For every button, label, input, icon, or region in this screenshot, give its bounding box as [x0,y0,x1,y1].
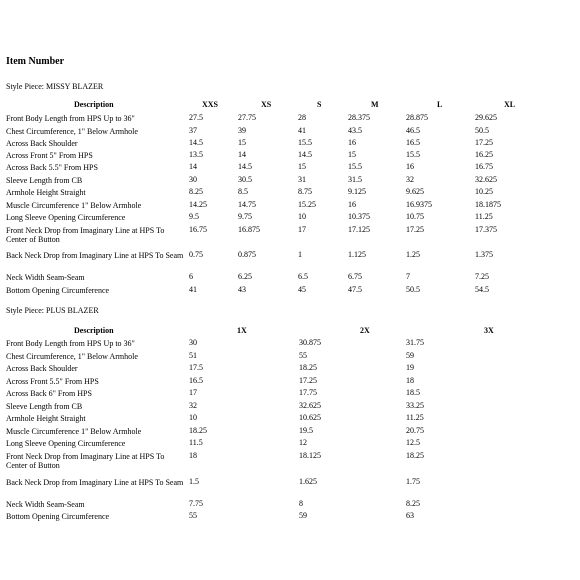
missy-row-value: 32.625 [475,175,497,184]
plus-row-value: 55 [299,351,307,360]
plus-row-value: 32.625 [299,401,321,410]
missy-row-description: Chest Circumference, 1" Below Armhole [6,127,138,136]
missy-row-value: 16.75 [189,225,207,234]
missy-header-description: Description [74,100,114,109]
missy-row-value: 17.25 [475,138,493,147]
missy-row-value: 15 [298,162,306,171]
missy-row-value: 7 [406,272,410,281]
plus-row-value: 8 [299,499,303,508]
plus-row-value: 18.25 [189,426,207,435]
missy-style-label: Style Piece: MISSY BLAZER [6,82,104,91]
missy-row-value: 45 [298,285,306,294]
missy-row-value: 14.5 [298,150,312,159]
missy-row-value: 41 [189,285,197,294]
plus-row-description: Neck Width Seam-Seam [6,500,85,509]
plus-row-description: Across Back 6" From HPS [6,389,92,398]
missy-row-description: Front Neck Drop from Imaginary Line at HPS To Center of Button [6,226,165,244]
missy-row-value: 14.5 [238,162,252,171]
missy-header-size: M [371,100,379,109]
plus-row-value: 18 [189,451,197,460]
plus-header-size: 3X [484,326,494,335]
plus-header-description: Description [74,326,114,335]
plus-row-description: Bottom Opening Circumference [6,512,110,521]
missy-row-value: 30.5 [238,175,252,184]
missy-row-value: 0.875 [238,250,256,259]
missy-row-value: 54.5 [475,285,489,294]
missy-row-value: 15.5 [406,150,420,159]
plus-row-value: 31.75 [406,338,424,347]
missy-row-description: Back Neck Drop from Imaginary Line at HPS To Seam [6,251,184,260]
missy-row-value: 16 [406,162,414,171]
missy-row-value: 6.25 [238,272,252,281]
missy-row-value: 16.9375 [406,200,432,209]
missy-row-description: Across Back Shoulder [6,139,78,148]
plus-row-value: 17.25 [299,376,317,385]
missy-row-value: 8.75 [298,187,312,196]
missy-row-value: 50.5 [406,285,420,294]
missy-row-description: Muscle Circumference 1" Below Armhole [6,201,142,210]
plus-row-value: 18.125 [299,451,321,460]
missy-row-value: 14.5 [189,138,203,147]
missy-row-value: 15.25 [298,200,316,209]
plus-row-value: 32 [189,401,197,410]
missy-header-size: XL [504,100,516,109]
missy-row-value: 14 [189,162,197,171]
item-number-heading: Item Number [6,56,65,67]
missy-row-value: 15 [238,138,246,147]
plus-row-value: 30.875 [299,338,321,347]
missy-row-value: 17 [298,225,306,234]
missy-row-description: Across Back 5.5" From HPS [6,163,98,172]
plus-row-value: 10 [189,413,197,422]
missy-row-value: 1.125 [348,250,366,259]
plus-row-value: 18.25 [299,363,317,372]
missy-row-value: 17.375 [475,225,497,234]
plus-row-value: 16.5 [189,376,203,385]
plus-row-value: 12 [299,438,307,447]
missy-row-value: 31 [298,175,306,184]
plus-row-value: 17 [189,388,197,397]
missy-row-value: 9.625 [406,187,424,196]
plus-row-value: 63 [406,511,414,520]
plus-row-value: 18 [406,376,414,385]
plus-row-value: 19 [406,363,414,372]
plus-row-description: Front Body Length from HPS Up to 36" [6,339,135,348]
plus-row-value: 8.25 [406,499,420,508]
missy-row-value: 17.125 [348,225,370,234]
missy-row-value: 43 [238,285,246,294]
missy-row-value: 0.75 [189,250,203,259]
missy-row-value: 10.375 [348,212,370,221]
missy-row-value: 15 [348,150,356,159]
missy-header-size: S [317,100,322,109]
plus-row-description: Across Front 5.5" From HPS [6,377,99,386]
missy-row-value: 8.5 [238,187,248,196]
plus-row-value: 17.5 [189,363,203,372]
missy-row-value: 16 [348,200,356,209]
plus-row-description: Sleeve Length from CB [6,402,83,411]
missy-row-description: Sleeve Length from CB [6,176,83,185]
missy-row-value: 30 [189,175,197,184]
missy-row-value: 8.25 [189,187,203,196]
plus-row-description: Across Back Shoulder [6,364,78,373]
plus-row-value: 19.5 [299,426,313,435]
missy-row-description: Front Body Length from HPS Up to 36" [6,114,135,123]
plus-row-description: Armhole Height Straight [6,414,86,423]
missy-row-value: 13.5 [189,150,203,159]
missy-row-value: 15.5 [348,162,362,171]
plus-row-value: 12.5 [406,438,420,447]
missy-row-value: 10.25 [475,187,493,196]
plus-row-description: Muscle Circumference 1" Below Armhole [6,427,142,436]
missy-row-value: 9.5 [189,212,199,221]
plus-row-value: 33.25 [406,401,424,410]
missy-row-value: 47.5 [348,285,362,294]
missy-row-description: Long Sleeve Opening Circumference [6,213,126,222]
plus-row-value: 10.625 [299,413,321,422]
missy-row-value: 9.125 [348,187,366,196]
missy-row-value: 39 [238,126,246,135]
missy-header-size: L [437,100,443,109]
missy-row-value: 11.25 [475,212,493,221]
missy-row-value: 46.5 [406,126,420,135]
missy-row-value: 15.5 [298,138,312,147]
plus-row-value: 1.75 [406,477,420,486]
missy-row-value: 10 [298,212,306,221]
missy-row-value: 17.25 [406,225,424,234]
plus-row-value: 18.25 [406,451,424,460]
missy-row-value: 37 [189,126,197,135]
missy-row-value: 7.25 [475,272,489,281]
missy-row-value: 16.5 [406,138,420,147]
plus-row-value: 30 [189,338,197,347]
missy-header-size: XXS [202,100,219,109]
plus-row-description: Front Neck Drop from Imaginary Line at HPS To Center of Button [6,452,165,470]
plus-row-description: Long Sleeve Opening Circumference [6,439,126,448]
missy-row-description: Across Front 5" From HPS [6,151,93,160]
missy-row-value: 14.25 [189,200,207,209]
missy-row-value: 31.5 [348,175,362,184]
plus-row-value: 59 [406,351,414,360]
missy-row-value: 16.25 [475,150,493,159]
missy-row-value: 28 [298,113,306,122]
missy-row-value: 1.25 [406,250,420,259]
missy-row-value: 28.375 [348,113,370,122]
missy-row-value: 50.5 [475,126,489,135]
missy-row-value: 10.75 [406,212,424,221]
missy-row-value: 16.875 [238,225,260,234]
missy-header-size: XS [261,100,272,109]
plus-header-size: 2X [360,326,370,335]
plus-row-value: 18.5 [406,388,420,397]
missy-row-value: 28.875 [406,113,428,122]
plus-row-value: 51 [189,351,197,360]
missy-row-value: 16 [348,138,356,147]
missy-row-description: Armhole Height Straight [6,188,86,197]
plus-row-description: Back Neck Drop from Imaginary Line at HPS To Seam [6,478,184,487]
missy-row-value: 32 [406,175,414,184]
missy-row-value: 41 [298,126,306,135]
missy-row-value: 14.75 [238,200,256,209]
missy-row-value: 1.375 [475,250,493,259]
plus-row-value: 11.25 [406,413,424,422]
plus-row-value: 1.5 [189,477,199,486]
missy-row-value: 9.75 [238,212,252,221]
missy-row-value: 43.5 [348,126,362,135]
plus-row-value: 20.75 [406,426,424,435]
plus-row-value: 17.75 [299,388,317,397]
missy-row-value: 27.5 [189,113,203,122]
missy-row-value: 14 [238,150,246,159]
missy-row-value: 29.625 [475,113,497,122]
plus-row-value: 1.625 [299,477,317,486]
missy-row-value: 27.75 [238,113,256,122]
missy-row-description: Bottom Opening Circumference [6,286,110,295]
missy-row-value: 18.1875 [475,200,501,209]
missy-row-value: 6.5 [298,272,308,281]
missy-row-value: 1 [298,250,302,259]
missy-row-description: Neck Width Seam-Seam [6,273,85,282]
plus-row-value: 55 [189,511,197,520]
missy-row-value: 6 [189,272,193,281]
missy-row-value: 16.75 [475,162,493,171]
plus-header-size: 1X [237,326,247,335]
plus-row-description: Chest Circumference, 1" Below Armhole [6,352,138,361]
plus-row-value: 11.5 [189,438,203,447]
missy-row-value: 6.75 [348,272,362,281]
plus-row-value: 59 [299,511,307,520]
plus-row-value: 7.75 [189,499,203,508]
plus-style-label: Style Piece: PLUS BLAZER [6,306,99,315]
